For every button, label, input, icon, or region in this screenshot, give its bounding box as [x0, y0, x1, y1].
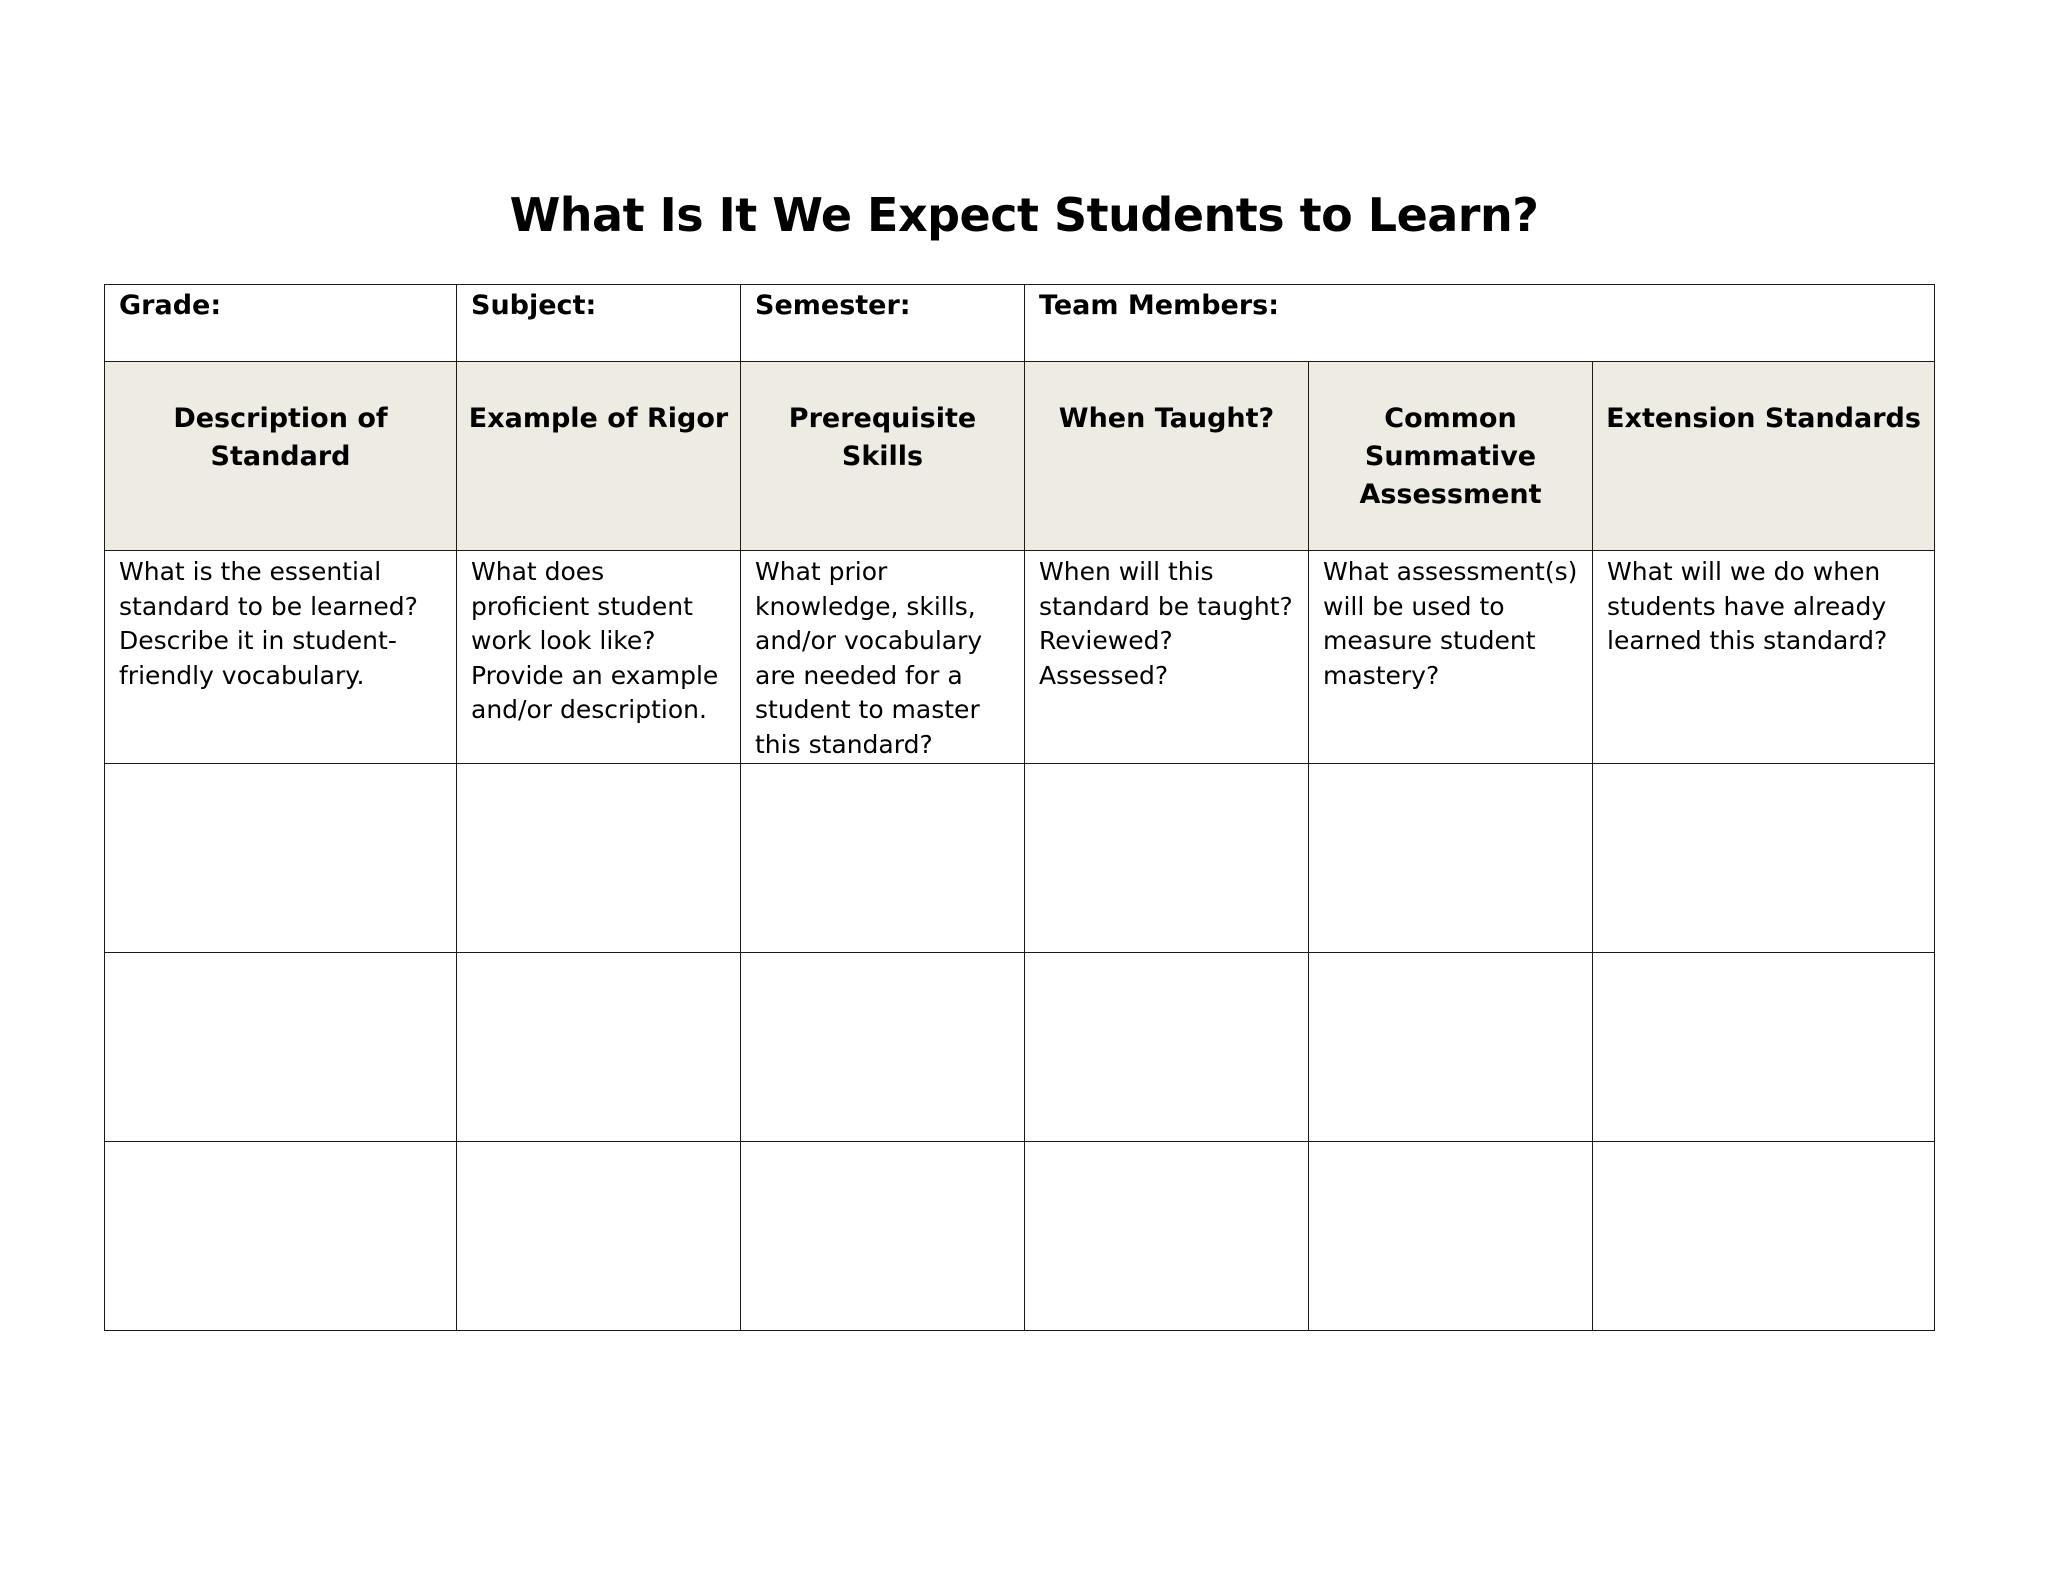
subject-label: Subject: — [471, 290, 597, 321]
column-header-label: When Taught? — [1058, 403, 1275, 434]
entry-cell[interactable] — [1025, 1142, 1309, 1331]
guiding-question-text: What assessment(s) will be used to measure student mastery? — [1323, 557, 1578, 690]
column-header — [1593, 362, 1935, 551]
semester-label: Semester: — [755, 290, 911, 321]
column-header-label: Common Summative Assessment — [1359, 403, 1542, 510]
guiding-question-text: What is the essential standard to be learned? Describe it in student-friendly vocabulary. — [119, 557, 418, 690]
guiding-question-text: What prior knowledge, skills, and/or vocabulary are needed for a student to master this standard? — [755, 557, 983, 759]
column-header-label: Example of Rigor — [468, 403, 729, 434]
guiding-question-text: When will this standard be taught? Reviewed? Assessed? — [1039, 557, 1293, 690]
guiding-question-cell — [1309, 551, 1593, 764]
entry-cell[interactable] — [1309, 1142, 1593, 1331]
column-header — [1025, 362, 1309, 551]
column-header — [741, 362, 1025, 551]
team-members-field[interactable] — [1025, 285, 1935, 362]
entry-cell[interactable] — [457, 764, 741, 953]
entry-cell[interactable] — [105, 953, 457, 1142]
entry-cell[interactable] — [1593, 953, 1935, 1142]
guiding-questions-row — [105, 551, 1935, 764]
guiding-question-cell — [1025, 551, 1309, 764]
entry-cell[interactable] — [105, 764, 457, 953]
entry-cell[interactable] — [1309, 764, 1593, 953]
column-header — [1309, 362, 1593, 551]
entry-cell[interactable] — [1593, 1142, 1935, 1331]
subject-field[interactable] — [457, 285, 741, 362]
info-row — [105, 285, 1935, 362]
entry-cell[interactable] — [457, 1142, 741, 1331]
guiding-question-cell — [105, 551, 457, 764]
entry-cell[interactable] — [1593, 764, 1935, 953]
column-header-row — [105, 362, 1935, 551]
entry-cell[interactable] — [1025, 953, 1309, 1142]
entry-row — [105, 953, 1935, 1142]
guiding-question-text: What will we do when students have already learned this standard? — [1607, 557, 1888, 655]
standards-planning-table — [104, 284, 1935, 1331]
guiding-question-cell — [741, 551, 1025, 764]
column-header-label: Description of Standard — [173, 403, 388, 472]
guiding-question-cell — [457, 551, 741, 764]
column-header — [457, 362, 741, 551]
entry-cell[interactable] — [741, 1142, 1025, 1331]
grade-label: Grade: — [119, 290, 222, 321]
column-header — [105, 362, 457, 551]
entry-cell[interactable] — [1309, 953, 1593, 1142]
grade-field[interactable] — [105, 285, 457, 362]
entry-cell[interactable] — [105, 1142, 457, 1331]
semester-field[interactable] — [741, 285, 1025, 362]
guiding-question-cell — [1593, 551, 1935, 764]
team-members-label: Team Members: — [1039, 290, 1280, 321]
entry-cell[interactable] — [457, 953, 741, 1142]
guiding-question-text: What does proficient student work look like? Provide an example and/or description. — [471, 557, 719, 724]
entry-cell[interactable] — [741, 764, 1025, 953]
column-header-label: Prerequisite Skills — [788, 403, 977, 472]
entry-cell[interactable] — [741, 953, 1025, 1142]
column-header-label: Extension Standards — [1606, 403, 1921, 434]
entry-row — [105, 1142, 1935, 1331]
entry-row — [105, 764, 1935, 953]
page-title: What Is It We Expect Students to Learn? — [509, 188, 1539, 242]
entry-cell[interactable] — [1025, 764, 1309, 953]
